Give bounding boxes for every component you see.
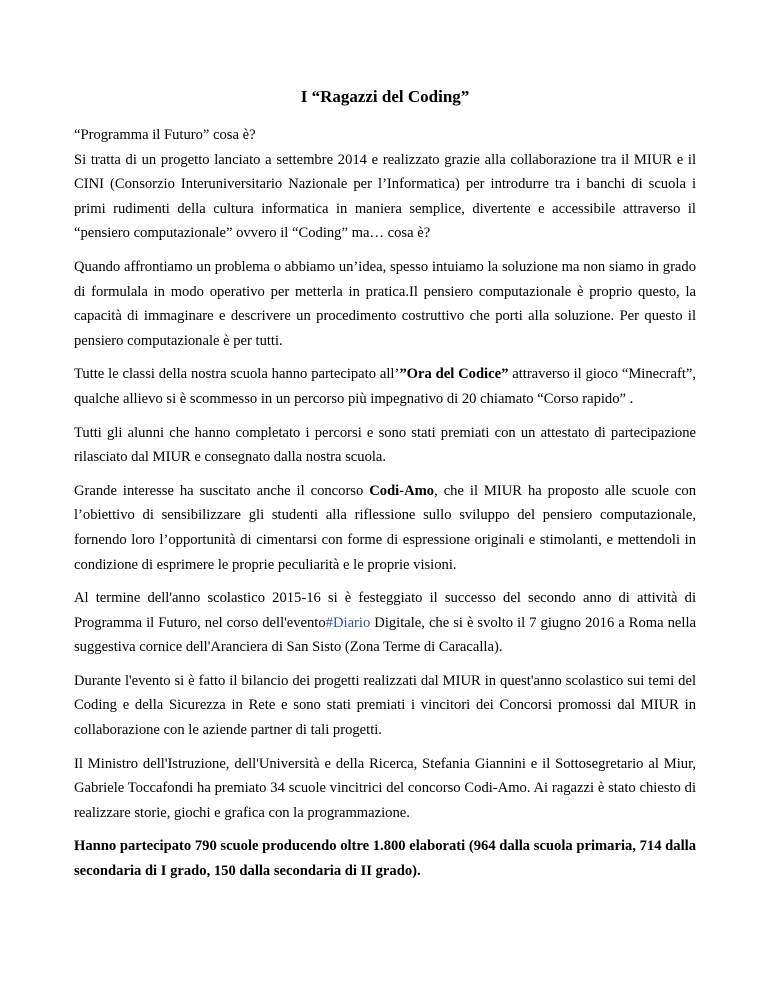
text-run: Grande interesse ha suscitato anche il concorso — [74, 482, 370, 499]
intro-question: “Programma il Futuro” cosa è? — [74, 127, 256, 143]
hour-of-code-bold: ”Ora del Codice” — [399, 366, 509, 383]
text-run: Digitale, che si è svolto il 7 giugno 2016 a Roma nella suggestiva cornice dell'Aranciera di San Sisto (Zona Terme di Caracalla). — [74, 614, 696, 656]
text-run: Al termine dell'anno scolastico 2015-16 si è festeggiato il successo del secondo anno di attività di Programma il Futuro, nel corso dell'evento — [74, 590, 696, 631]
paragraph-project-description: Si tratta di un progetto lanciato a settembre 2014 e realizzato grazie alla collaborazione tra il MIUR e il CINI (Consorzio Interuniversitario Nazionale per l’Informatica) per introdurre tra i banchi di scuola i primi rudimenti della cultura informatica in maniera semplice, divertente e accessibile attraverso il “pensiero computazionale” ovvero il “Coding” ma… cosa è? — [74, 151, 696, 242]
codi-amo-bold: Codi-Amo — [369, 482, 435, 499]
text-run: Tutte le classi della nostra scuola hanno partecipato all’ — [74, 366, 400, 383]
paragraph-hour-of-code — [74, 362, 696, 411]
document-title: I “Ragazzi del Coding” — [300, 87, 470, 106]
diario-hashtag-link[interactable]: #Diario — [325, 614, 371, 631]
text-run: attraverso il gioco “Minecraft”, qualche allievo si è scommesso in un percorso più impegnativo di 20 chiamato “Corso rapido” . — [74, 366, 696, 407]
paragraph-codi-amo — [74, 479, 696, 577]
paragraph-participation-stats — [74, 834, 696, 883]
text-run: , che il MIUR ha proposto alle scuole con l’obiettivo di sensibilizzare gli studenti alla riflessione sullo sviluppo del pensiero computazionale, fornendo loro l’opportunità di cimentarsi con forme di espressione originali e stimolanti, e mettendoli in condizione di esprimere le proprie peculiarità e le proprie visioni. — [74, 482, 696, 573]
paragraph-computational-thinking: Quando affrontiamo un problema o abbiamo un’idea, spesso intuiamo la soluzione ma non siamo in grado di formulala in modo operativo per metterla in pratica.Il pensiero computazionale è proprio questo, la capacità di immaginare e descrivere un procedimento costruttivo che porti alla soluzione. Per questo il pensiero computazionale è per tutti. — [74, 258, 696, 349]
paragraph-event-summary: Durante l'evento si è fatto il bilancio dei progetti realizzati dal MIUR in quest'anno scolastico sui temi del Coding e della Sicurezza in Rete e sono stati premiati i vincitori dei Concorsi promossi dal MIUR in collaborazione con le aziende partner di tali progetti. — [74, 672, 696, 739]
document-page — [74, 86, 696, 893]
paragraph-minister-awards: Il Ministro dell'Istruzione, dell'Università e della Ricerca, Stefania Giannini e il Sottosegretario al Miur, Gabriele Toccafondi ha premiato 34 scuole vincitrici del concorso Codi-Amo. Ai ragazzi è stato chiesto di realizzare storie, giochi e grafica con la programmazione. — [74, 755, 696, 821]
paragraph-certificates: Tutti gli alunni che hanno completato i percorsi e sono stati premiati con un attestato di partecipazione rilasciato dal MIUR e consegnato dalla nostra scuola. — [74, 424, 696, 466]
participation-stats-bold: Hanno partecipato 790 scuole producendo oltre 1.800 elaborati (964 dalla scuola primaria, 714 dalla secondaria di I grado, 150 dalla secondaria di II grado). — [74, 838, 696, 880]
paragraph-event — [74, 586, 696, 660]
